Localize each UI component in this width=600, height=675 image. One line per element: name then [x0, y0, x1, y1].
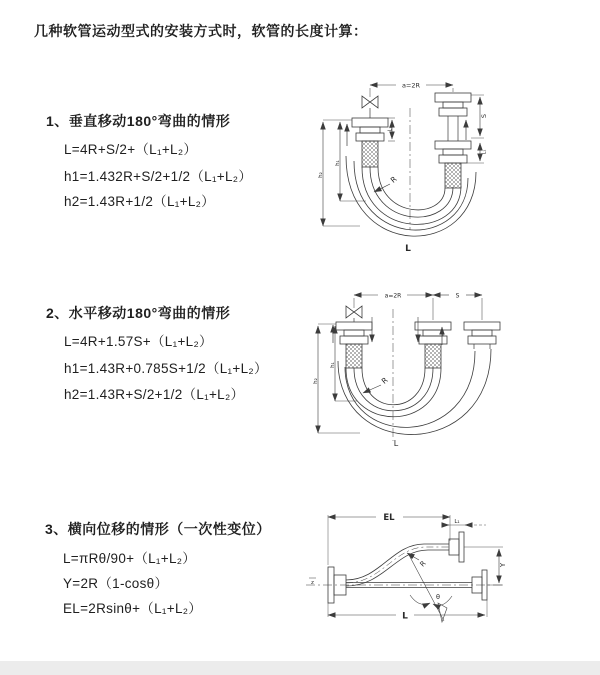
valve-icon — [346, 306, 362, 322]
formula-line: L=4R+S/2+（L₁+L₂） — [64, 142, 198, 157]
braided-hose-section — [425, 344, 441, 368]
right-flange-lower — [435, 141, 471, 163]
radius-leader — [374, 184, 390, 192]
dim-label-l: L — [405, 244, 411, 254]
formula-line: Y=2R（1-cosθ） — [63, 576, 169, 591]
upper-flange-displaced — [449, 532, 464, 562]
dim-label-s: S — [480, 113, 488, 119]
braided-hose-section — [362, 141, 378, 167]
right-flange-moved — [464, 322, 500, 344]
diagram-lateral-displacement — [300, 497, 510, 632]
dim-label-h2: h₂ — [318, 172, 324, 178]
dim-label-h1: h₁ — [335, 160, 341, 166]
radius-leader — [407, 553, 419, 560]
dim-label-l1: L₁ — [481, 149, 488, 155]
document-title: 几种软管运动型式的安装方式时，软管的长度计算： — [34, 23, 368, 39]
dimension-y — [464, 547, 503, 585]
formula-line: h1=1.43R+0.785S+1/2（L₁+L₂） — [64, 361, 268, 376]
middle-flange — [415, 322, 451, 344]
dim-label-r: R — [418, 559, 428, 569]
dimension-h2 — [318, 326, 360, 433]
dim-label-r: R — [388, 174, 399, 185]
dim-label-l1: L₁ — [387, 126, 394, 132]
dimension-a2r — [354, 292, 482, 320]
dim-label-r: R — [379, 375, 390, 386]
braided-hose-section — [346, 344, 362, 368]
dim-label-h1: h₁ — [330, 362, 336, 368]
dim-label-theta: θ — [436, 593, 440, 601]
formula-line: L=4R+1.57S+（L₁+L₂） — [64, 334, 213, 349]
dim-label-l: L — [393, 439, 399, 448]
diagram-horizontal-180-bend — [305, 283, 600, 458]
dim-label-el: EL — [383, 513, 395, 523]
diagram-vertical-180-bend — [308, 68, 558, 263]
formula-line: L=πRθ/90+（L₁+L₂） — [63, 551, 197, 566]
dim-label-l: L — [402, 611, 408, 622]
right-flange-upper — [435, 93, 471, 116]
formula-line: h1=1.432R+S/2+1/2（L₁+L₂） — [64, 169, 253, 184]
angle-theta-construction — [409, 555, 452, 622]
page-edge — [0, 661, 600, 675]
left-flange — [336, 322, 372, 344]
dim-label-s: S — [455, 292, 460, 300]
hose-s-curve — [346, 544, 449, 586]
left-flange — [352, 118, 388, 141]
formula-line: EL=2Rsinθ+（L₁+L₂） — [63, 601, 203, 616]
dim-label-h2: h₂ — [313, 378, 319, 384]
section-1-heading: 1、垂直移动180°弯曲的情形 — [46, 113, 231, 129]
section-3-heading: 3、横向位移的情形（一次性变位） — [45, 521, 271, 537]
dim-label-a2r: a=2R — [384, 292, 402, 300]
formula-line: h2=1.43R+1/2（L₁+L₂） — [64, 194, 215, 209]
dim-label-l1: L₁ — [454, 519, 460, 525]
centerline-mark: z — [311, 580, 314, 586]
section-2-heading: 2、水平移动180°弯曲的情形 — [46, 305, 231, 321]
dimension-h1 — [323, 120, 366, 201]
dim-label-a2r: a=2R — [401, 81, 421, 90]
braided-hose-section — [445, 163, 461, 188]
dim-label-y: Y — [499, 562, 507, 568]
valve-icon — [362, 96, 378, 118]
formula-line: h2=1.43R+S/2+1/2（L₁+L₂） — [64, 387, 245, 402]
